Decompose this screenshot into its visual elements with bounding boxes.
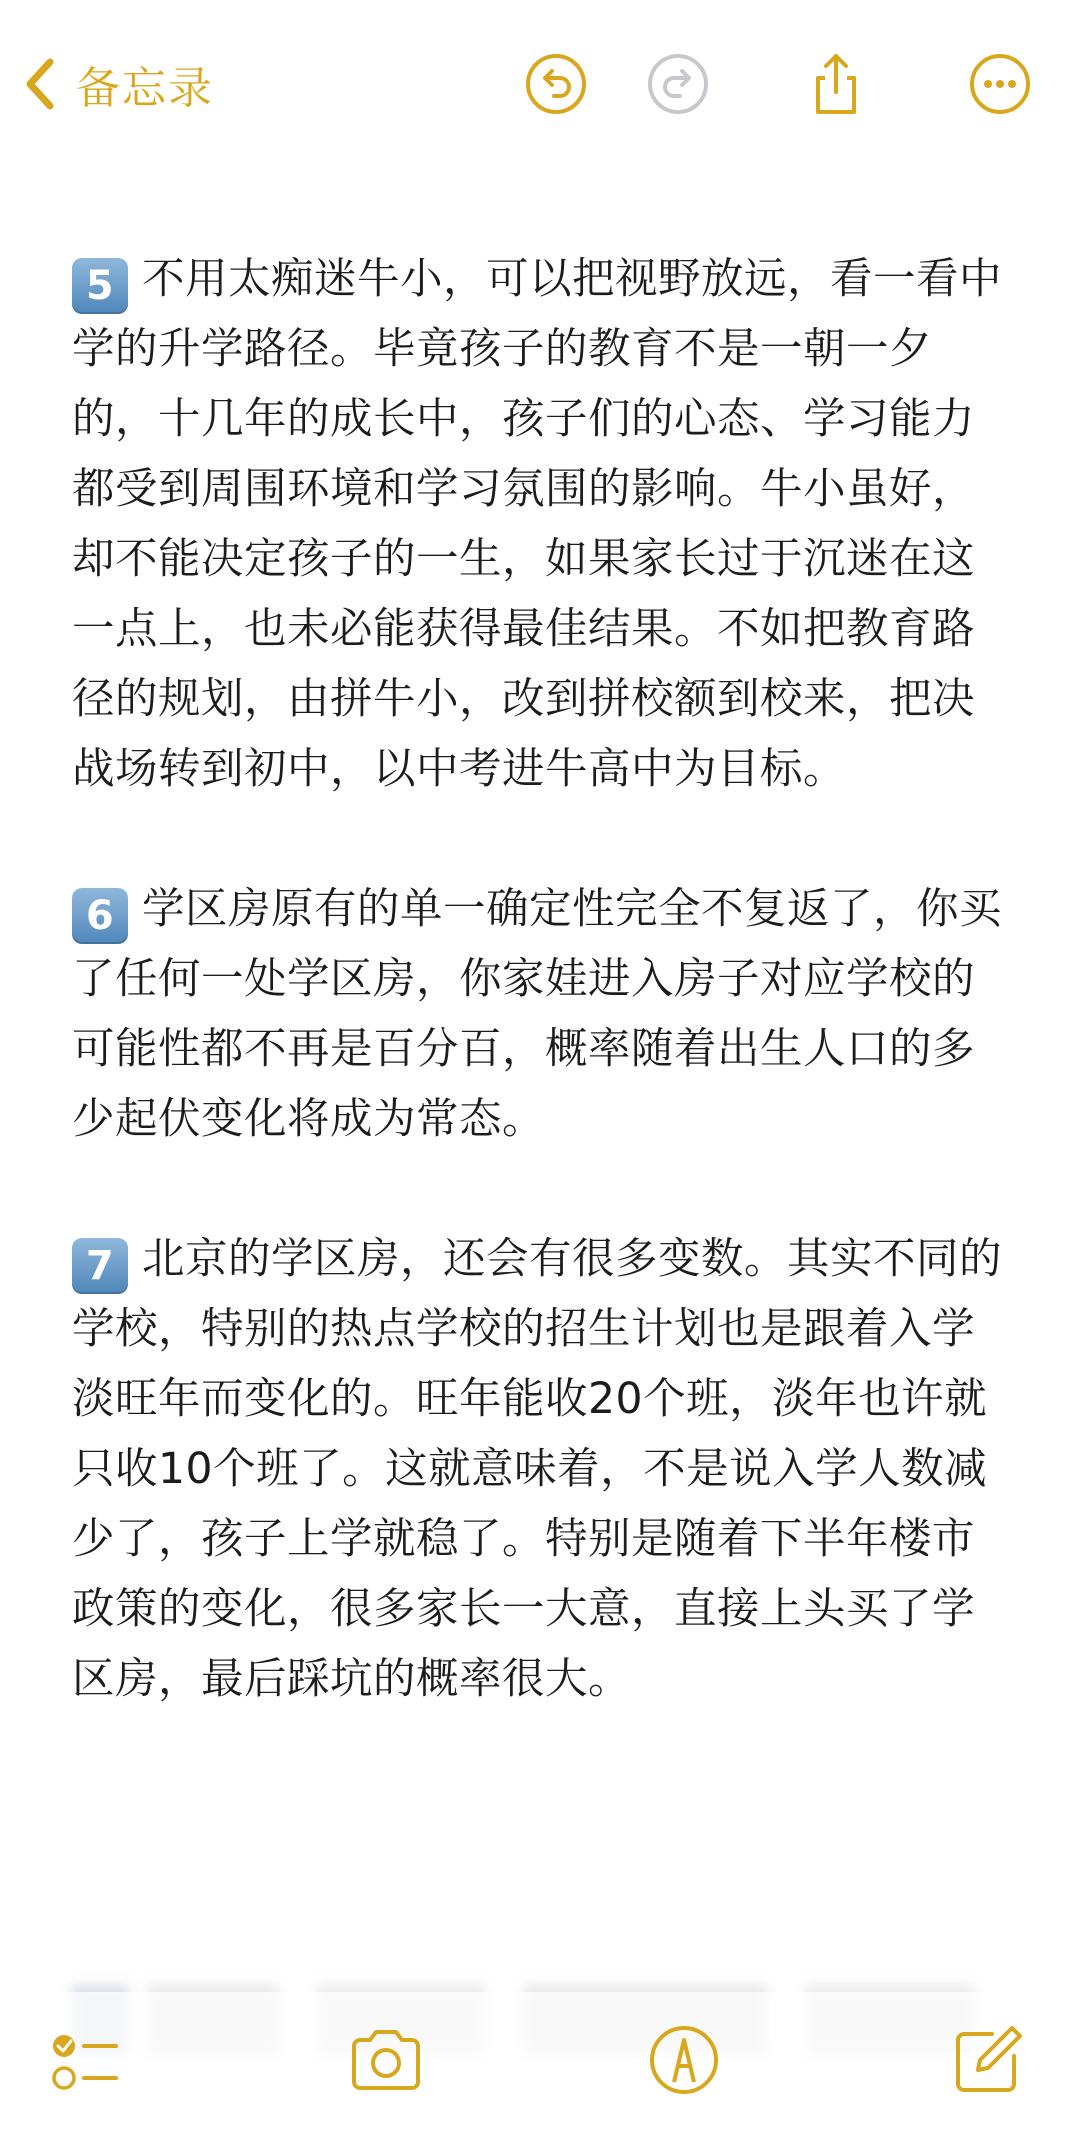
number-badge-6: 6 — [72, 888, 128, 944]
camera-icon — [346, 2020, 426, 2100]
redo-icon — [646, 52, 710, 116]
note-paragraph-5 — [72, 245, 1017, 805]
compose-button[interactable] — [948, 2020, 1028, 2100]
share-icon — [804, 52, 868, 116]
back-button[interactable] — [20, 52, 214, 116]
navigation-bar — [0, 0, 1080, 175]
back-label: 备忘录 — [76, 63, 214, 114]
undo-icon — [524, 52, 588, 116]
number-badge-7: 7 — [72, 1238, 128, 1294]
number-badge-5: 5 — [72, 258, 128, 314]
undo-button[interactable] — [524, 52, 588, 116]
markup-button[interactable] — [644, 2020, 724, 2100]
more-button[interactable] — [968, 52, 1032, 116]
share-button[interactable] — [804, 52, 868, 116]
bottom-toolbar — [0, 1992, 1080, 2142]
note-paragraph-7 — [72, 1225, 1017, 1715]
compose-icon — [948, 2020, 1028, 2100]
chevron-left-icon — [20, 54, 60, 114]
checklist-icon — [44, 2020, 124, 2100]
markup-pen-icon — [644, 2020, 724, 2100]
note-body[interactable] — [72, 245, 1017, 1785]
checklist-button[interactable] — [44, 2020, 124, 2100]
paragraph-text: 北京的学区房，还会有很多变数。其实不同的学校，特别的热点学校的招生计划也是跟着入学淡旺年而变化的。旺年能收20个班，淡年也许就只收10个班了。这就意味着，不是说入学人数减少了，孩子上学就稳了。特别是随着下半年楼市政策的变化，很多家长一大意，直接上头买了学区房，最后踩坑的概率很大。 — [72, 1235, 1003, 1704]
paragraph-text: 不用太痴迷牛小，可以把视野放远，看一看中学的升学路径。毕竟孩子的教育不是一朝一夕的，十几年的成长中，孩子们的心态、学习能力都受到周围环境和学习氛围的影响。牛小虽好，却不能决定孩子的一生，如果家长过于沉迷在这一点上，也未必能获得最佳结果。不如把教育路径的规划，由拼牛小，改到拼校额到校来，把决战场转到初中，以中考进牛高中为目标。 — [72, 255, 1003, 794]
redo-button[interactable] — [646, 52, 710, 116]
ellipsis-circle-icon — [968, 52, 1032, 116]
paragraph-text: 学区房原有的单一确定性完全不复返了，你买了任何一处学区房，你家娃进入房子对应学校的可能性都不再是百分百，概率随着出生人口的多少起伏变化将成为常态。 — [72, 885, 1003, 1144]
camera-button[interactable] — [346, 2020, 426, 2100]
note-paragraph-6 — [72, 875, 1017, 1155]
